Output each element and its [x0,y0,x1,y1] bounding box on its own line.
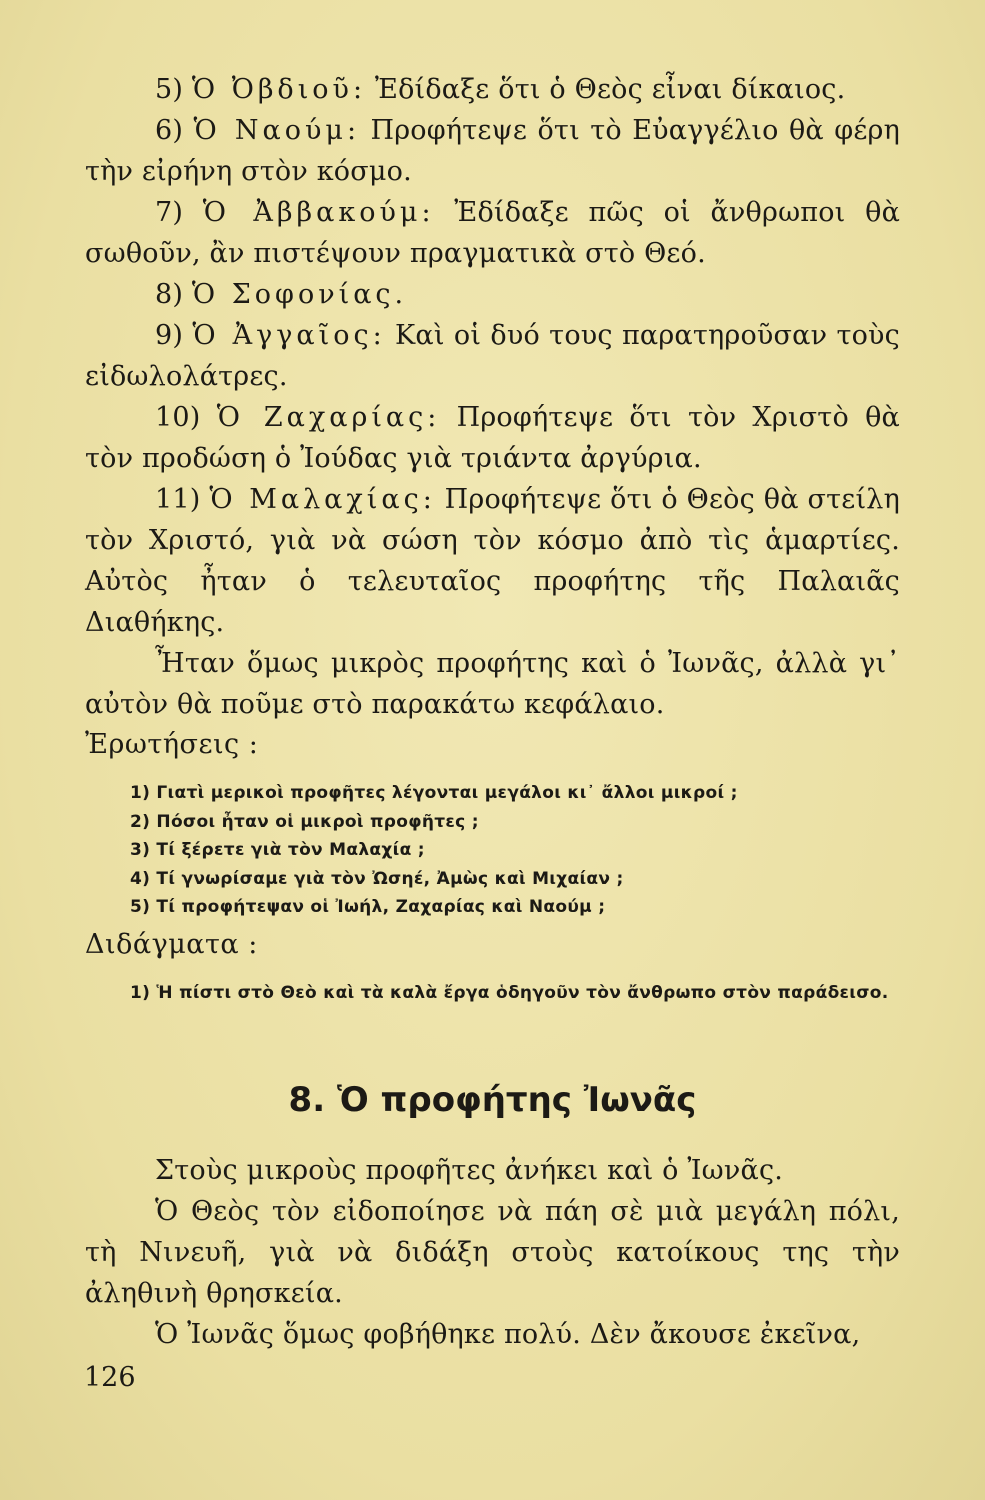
jonah-note: Ἦταν ὅμως μικρὸς προφήτης καὶ ὁ Ἰωνᾶς, ἀλλὰ γι᾽ αὐτὸν θὰ ποῦμε στὸ παρακάτω κεφάλαιο. [85,648,900,720]
chapter-paragraph: Ὁ Ἰωνᾶς ὅμως φοβήθηκε πολύ. Δὲν ἄκουσε ἐκεῖνα, [155,1319,861,1350]
prophet-entry: 7) Ὁ Ἀββακούμ: Ἐδίδαξε πῶς οἱ ἄνθρωποι θὰ σωθοῦν, ἂν πιστέψουν πραγματικὰ στὸ Θεό. [85,197,900,269]
page-number: 126 [84,1362,136,1393]
chapter-body [85,1150,900,1355]
prophet-name: Ὁ Ἀββακούμ: [202,197,435,228]
prophet-name: Ὁ Ὀβδιοῦ: [191,74,367,105]
question-item: 1) Γιατὶ μερικοὶ προφῆτες λέγονται μεγάλοι κι᾽ ἄλλοι μικροί ; [130,783,738,803]
chapter-paragraph: Ὁ Θεὸς τὸν εἰδοποίησε νὰ πάη σὲ μιὰ μεγάλη πόλι, τὴ Νινευῆ, γιὰ νὰ διδάξη στοὺς κατοίκους της τὴν ἀληθινὴ θρησκεία. [85,1196,900,1309]
prophet-name: Ὁ Ναούμ: [193,115,361,146]
question-item: 4) Τί γνωρίσαμε γιὰ τὸν Ὠσηέ, Ἀμὼς καὶ Μιχαίαν ; [130,868,624,889]
questions-section [85,725,900,922]
question-item: 5) Τί προφήτεψαν οἱ Ἰωήλ, Ζαχαρίας καὶ Ναούμ ; [130,897,606,917]
questions-list [130,779,900,922]
prophet-list [85,69,900,725]
prophet-name: Ὁ Ἀγγαῖος: [192,320,386,351]
teachings-section [85,925,900,1008]
teaching-item: 1) Ἡ πίστι στὸ Θεὸ καὶ τὰ καλὰ ἔργα ὁδηγοῦν τὸν ἄνθρωπο στὸν παράδεισο. [130,983,889,1003]
prophet-name: Ὁ Σοφονίας. [191,279,408,310]
prophet-entry: 8) Ὁ Σοφονίας. [155,279,408,310]
prophet-name: Ὁ Ζαχαρίας: [216,402,441,433]
chapter-paragraph: Στοὺς μικροὺς προφῆτες ἀνήκει καὶ ὁ Ἰωνᾶς. [155,1155,784,1186]
chapter-title: 8. Ὁ προφήτης Ἰωνᾶς [288,1080,697,1120]
questions-heading: Ἐρωτήσεις : [85,729,259,760]
teachings-heading: Διδάγματα : [85,929,258,960]
prophet-entry: 10) Ὁ Ζαχαρίας: Προφήτεψε ὅτι τὸν Χριστὸ θὰ τὸν προδώση ὁ Ἰούδας γιὰ τριάντα ἀργύρια. [85,402,900,474]
prophet-name: Ὁ Μαλαχίας: [209,484,436,515]
prophet-entry: 6) Ὁ Ναούμ: Προφήτεψε ὅτι τὸ Εὐαγγέλιο θὰ φέρη τὴν εἰρήνη στὸν κόσμο. [85,115,900,187]
question-item: 2) Πόσοι ἦταν οἱ μικροὶ προφῆτες ; [130,811,479,832]
prophet-entry: 5) Ὁ Ὀβδιοῦ: Ἐδίδαξε ὅτι ὁ Θεὸς εἶναι δίκαιος. [155,74,846,105]
prophet-entry: 11) Ὁ Μαλαχίας: Προφήτεψε ὅτι ὁ Θεὸς θὰ στείλη τὸν Χριστό, γιὰ νὰ σώση τὸν κόσμο ἀπὸ τὶς ἁμαρτίες. Αὐτὸς ἦταν ὁ τελευταῖος προφήτης τῆς Παλαιᾶς Διαθήκης. [85,484,900,638]
prophet-entry: 9) Ὁ Ἀγγαῖος: Καὶ οἱ δυό τους παρατηροῦσαν τοὺς εἰδωλολάτρες. [85,320,900,392]
chapter-heading [85,1080,900,1120]
question-item: 3) Τί ξέρετε γιὰ τὸν Μαλαχία ; [130,840,425,860]
